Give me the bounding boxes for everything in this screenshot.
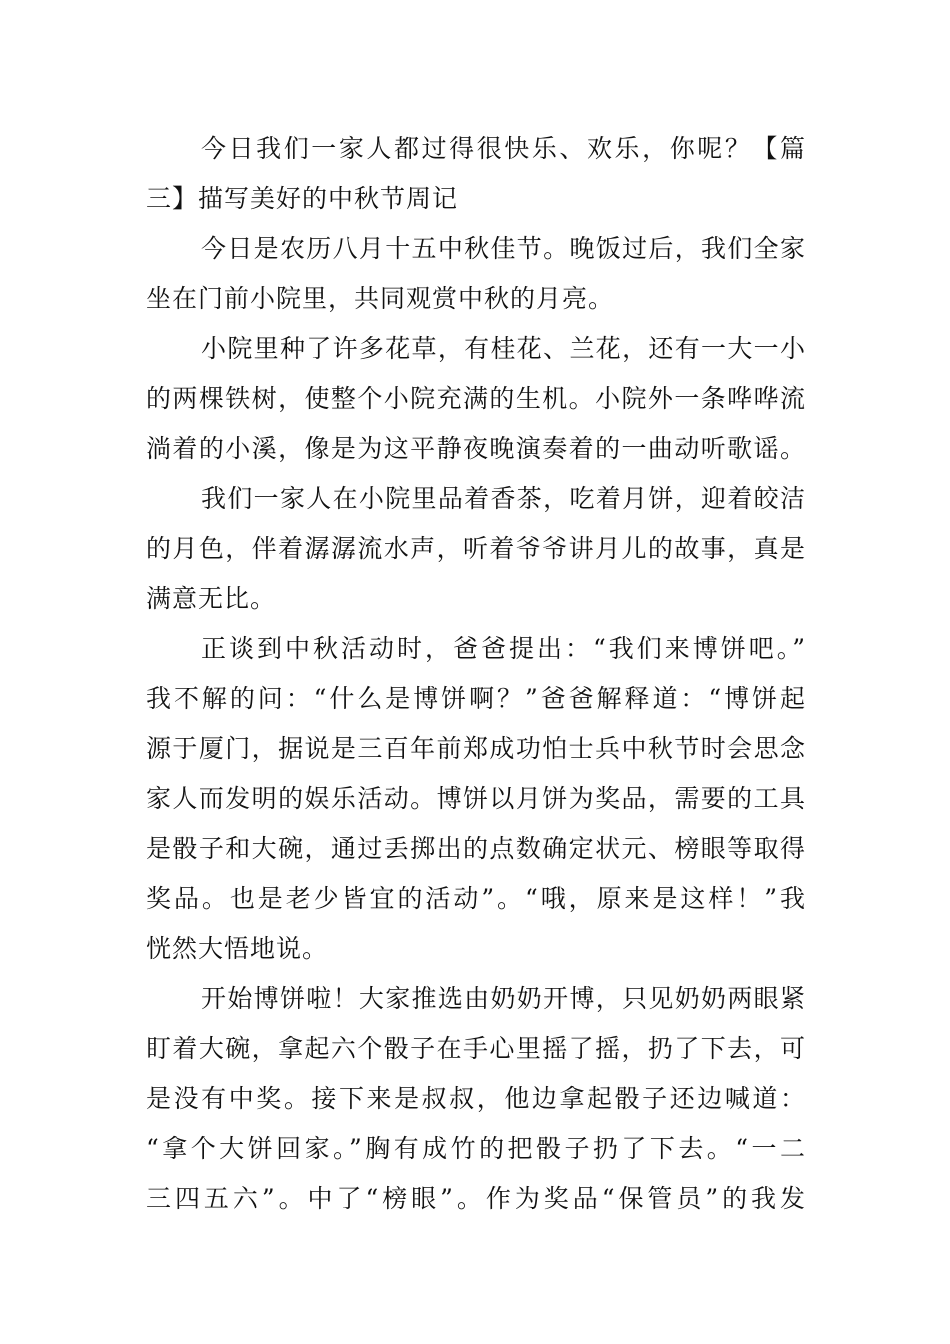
text-line: 恍然大悟地说。 (146, 934, 329, 963)
text-line: 坐在门前小院里，共同观赏中秋的月亮。 (146, 284, 615, 313)
text-line: “拿个大饼回家。”胸有成竹的把骰子扔了下去。“一二 (146, 1134, 806, 1163)
text-line: 今日是农历八月十五中秋佳节。晚饭过后，我们全家 (201, 234, 806, 263)
text-line: 三】描写美好的中秋节周记 (146, 184, 459, 213)
text-line: 我不解的问：“什么是博饼啊？”爸爸解释道：“博饼起 (146, 684, 806, 713)
body-text (146, 124, 806, 1224)
text-line: 小院里种了许多花草，有桂花、兰花，还有一大一小 (201, 334, 806, 363)
text-line: 的月色，伴着潺潺流水声，听着爷爷讲月儿的故事，真是 (146, 534, 806, 563)
text-line: 家人而发明的娱乐活动。博饼以月饼为奖品，需要的工具 (146, 784, 806, 813)
text-line: 正谈到中秋活动时，爸爸提出：“我们来博饼吧。” (201, 634, 806, 663)
text-line: 三四五六”。中了“榜眼”。作为奖品“保管员”的我发 (146, 1184, 806, 1213)
text-line: 满意无比。 (146, 584, 277, 613)
text-line: 开始博饼啦！大家推选由奶奶开博，只见奶奶两眼紧 (201, 984, 806, 1013)
text-line: 的两棵铁树，使整个小院充满的生机。小院外一条哗哗流 (146, 384, 806, 413)
text-line: 盯着大碗，拿起六个骰子在手心里摇了摇，扔了下去，可 (146, 1034, 806, 1063)
text-line: 淌着的小溪，像是为这平静夜晚演奏着的一曲动听歌谣。 (146, 434, 806, 463)
text-line: 源于厦门，据说是三百年前郑成功怕士兵中秋节时会思念 (146, 734, 806, 763)
text-line: 是骰子和大碗，通过丢掷出的点数确定状元、榜眼等取得 (146, 834, 806, 863)
text-line: 奖品。也是老少皆宜的活动”。“哦，原来是这样！”我 (146, 884, 806, 913)
text-line: 今日我们一家人都过得很快乐、欢乐，你呢？【篇 (201, 134, 806, 163)
text-line: 我们一家人在小院里品着香茶，吃着月饼，迎着皎洁 (201, 484, 806, 513)
text-line: 是没有中奖。接下来是叔叔，他边拿起骰子还边喊道： (146, 1084, 806, 1113)
